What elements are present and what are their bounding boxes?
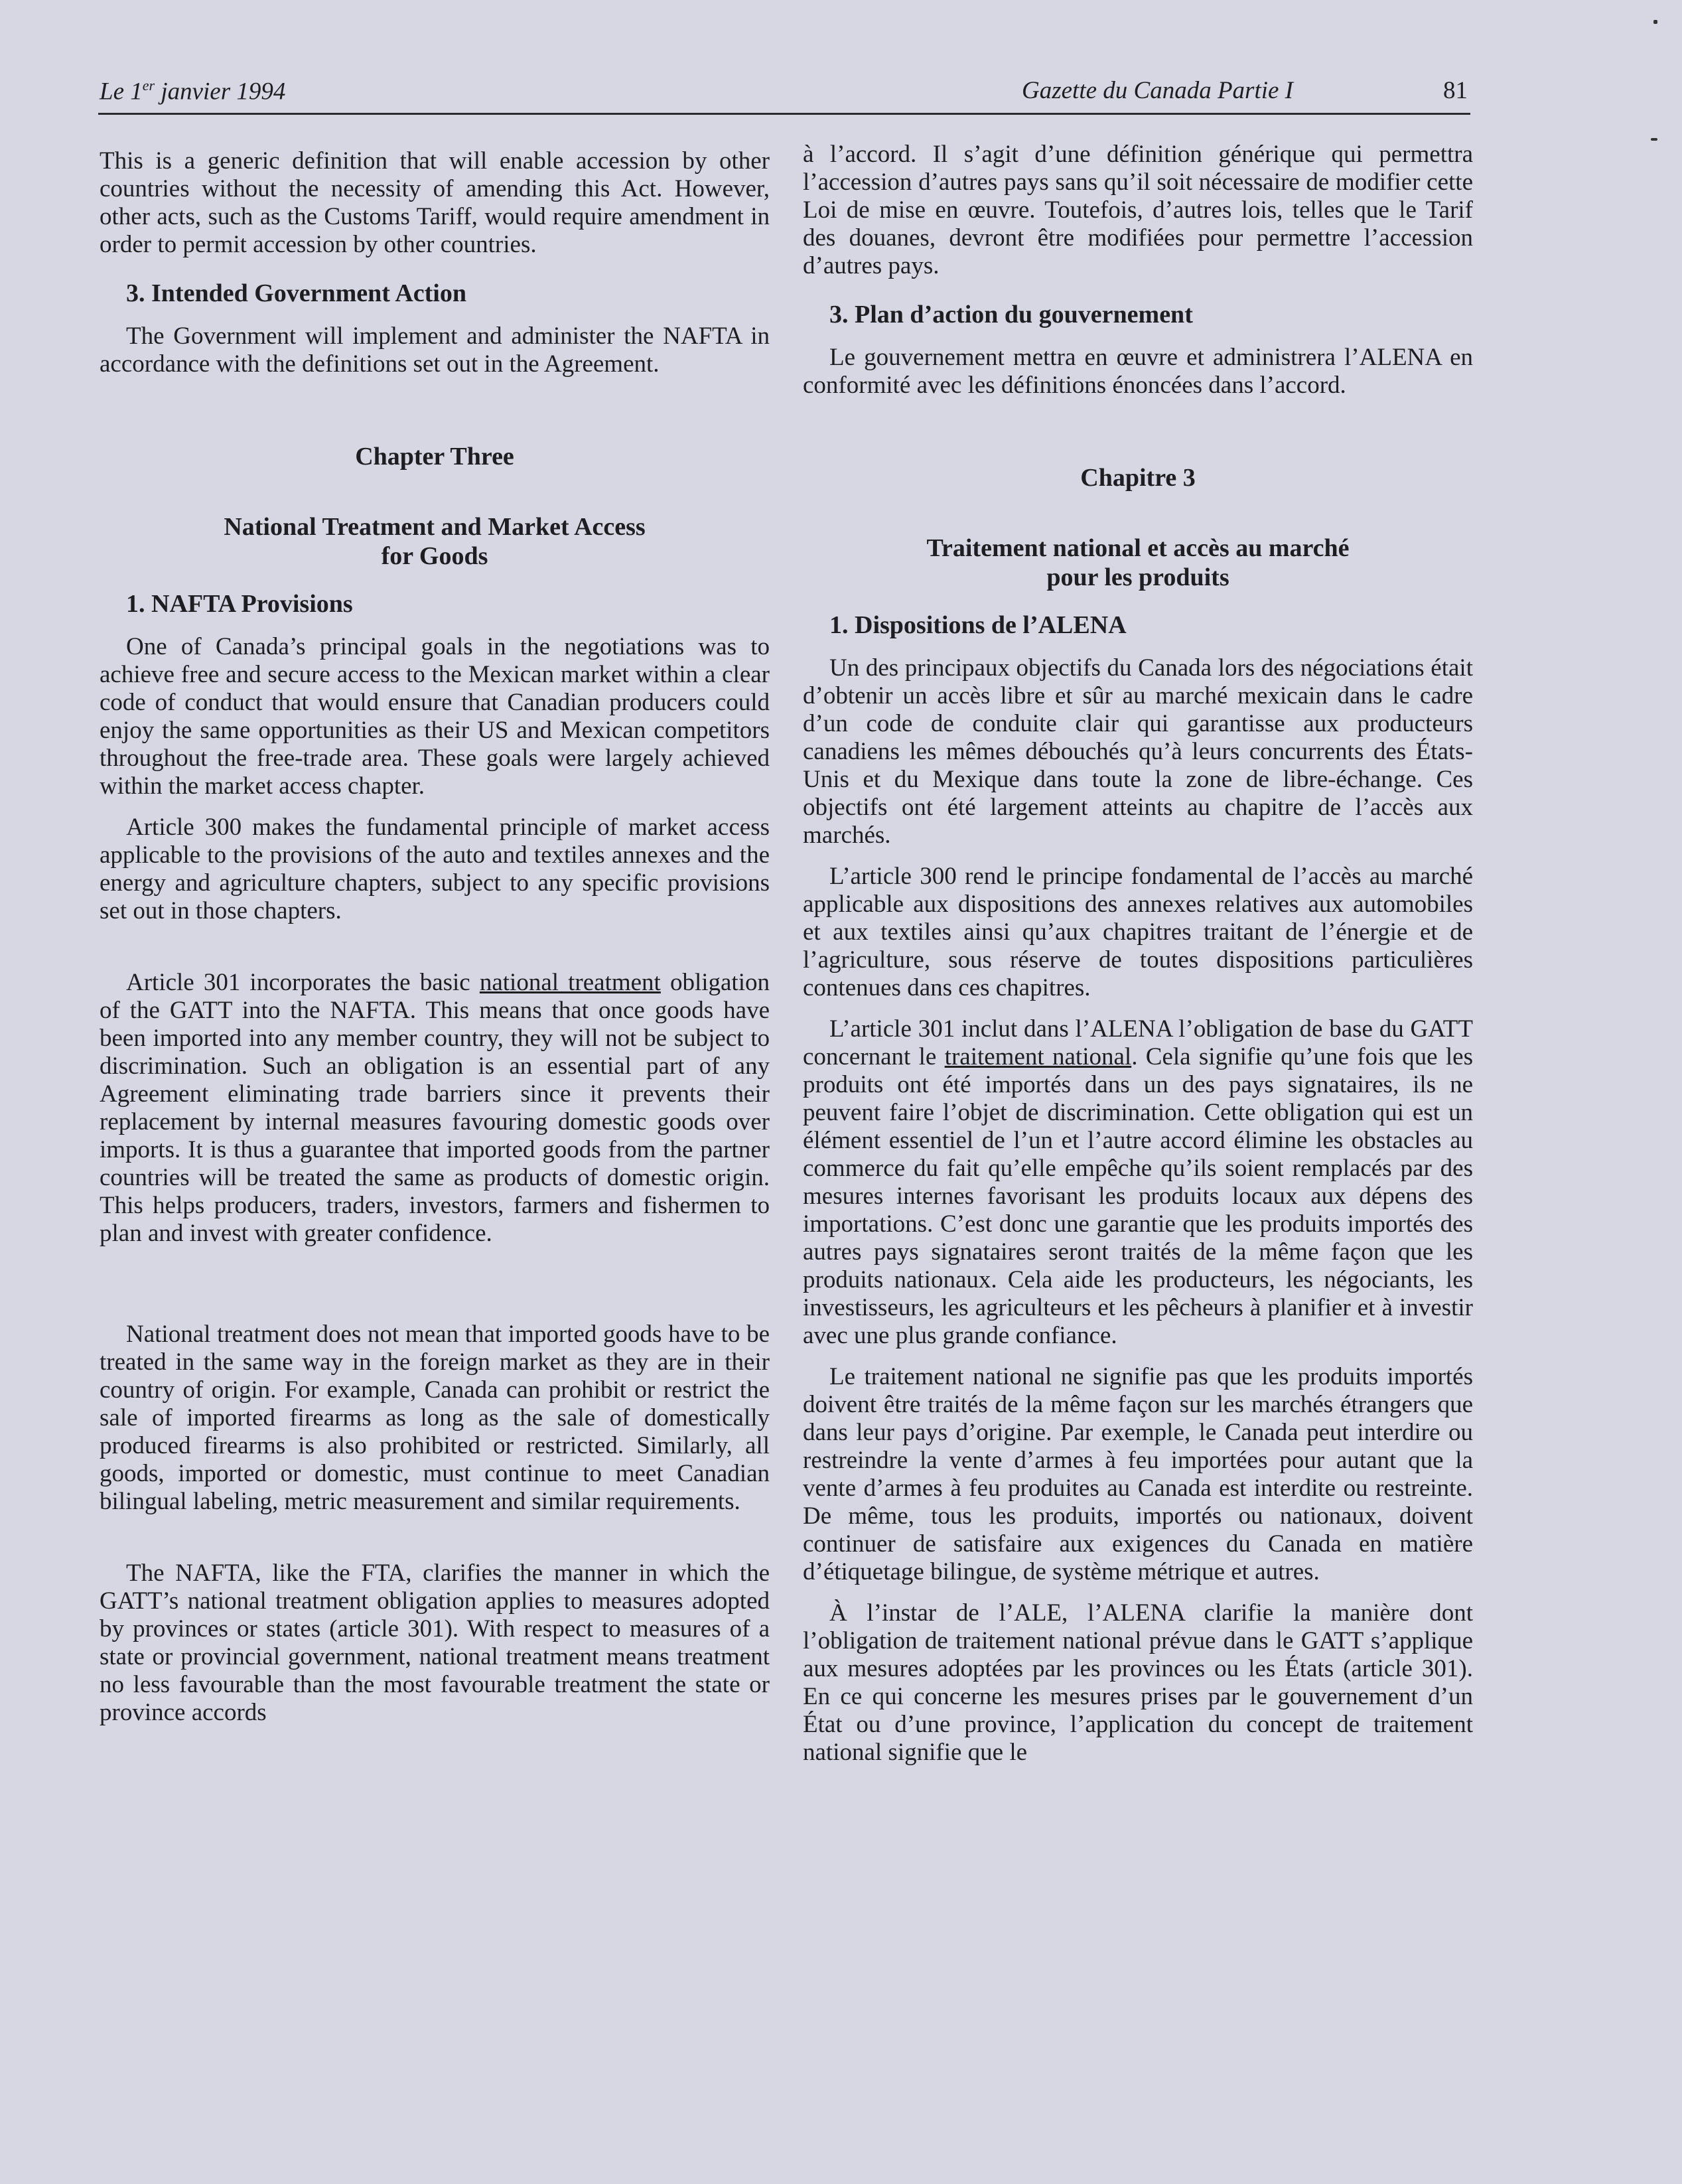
article-301-text-start: Article 301 incorporates the basic bbox=[126, 969, 480, 996]
heading-government-action: 3. Plan d’action du gouvernement bbox=[829, 301, 1193, 328]
paragraph-government-action: The Government will implement and administer the NAFTA in accordance with the definitions set out in the Agreement. bbox=[100, 323, 770, 378]
paragraph-goals: Un des principaux objectifs du Canada lors des négociations était d’obtenir un accès libre et sûr au marché mexicain dans le cadre d’un code de conduite clair qui garantisse aux producteurs canadiens les mêmes débouchés qu’à leurs concurrents des États-Unis et du Mexique dans toute la zone de libre-échange. Ces objectifs ont été largement atteints au chapitre de l’accès aux marchés. bbox=[803, 654, 1473, 849]
chapter-title: Traitement national et accès au marché pour les produits bbox=[926, 534, 1350, 591]
paragraph-intro: This is a generic definition that will enable accession by other countries without the necessity of amending this Act. However, other acts, such as the Customs Tariff, would require amendment in order to permit accession by other countries. bbox=[100, 147, 770, 258]
chapter-heading: Chapitre 3 bbox=[1080, 464, 1196, 492]
article-301-text-end: . Cela signifie qu’une fois que les produits ont été importés dans un des pays signataires, ils ne peuvent faire l’objet de discrimination. Cette obligation qui est un élément essentiel de l’un et l’autre accord élimine les obstacles au commerce du fait qu’elle empêche qu’ils soient remplacés par des mesures internes favorisant les produits locaux aux dépens des importations. C’est donc une garantie que les produits importés des autres pays signataires seront traités de la même façon que les produits nationaux. Cela aide les producteurs, les négociants, les investisseurs, les agriculteurs et les pêcheurs à planifier et à investir avec une plus grande confiance. bbox=[803, 1043, 1474, 1349]
paragraph-article-300: Article 300 makes the fundamental principle of market access applicable to the provisions of the auto and textiles annexes and the energy and agriculture chapters, subject to any specific provisions set out in those chapters. bbox=[100, 814, 770, 924]
header-date-suffix: janvier 1994 bbox=[155, 78, 286, 106]
paragraph-national-treatment: Le traitement national ne signifie pas que les produits importés doivent être traités de la même façon sur les marchés étrangers que dans leur pays d’origine. Par exemple, le Canada peut interdire ou restreindre la vente d’armes à feu importées pour autant que la vente d’armes à feu produites au Canada est interdite ou restreinte. De même, tous les produits, importés ou nationaux, doivent continuer de satisfaire aux exigences du Canada en matière d’étiquetage bilingue, de système métrique et autres. bbox=[803, 1363, 1473, 1585]
header-date-prefix: Le 1 bbox=[100, 78, 143, 106]
scan-speck bbox=[1653, 20, 1657, 24]
paragraph-goals: One of Canada’s principal goals in the negotiations was to achieve free and secure access to the Mexican market within a clear code of conduct that would ensure that Canadian producers could enjoy the same opportunities as their US and Mexican competitors throughout the free-trade area. These goals were largely achieved within the market access chapter. bbox=[100, 633, 770, 800]
article-301-text-end: obligation of the GATT into the NAFTA. This means that once goods have been imported into any member country, they will not be subject to discrimination. Such an obligation is an essential part of any Agreement eliminating trade barriers since it prevents their replacement by internal measures favouring domestic goods over imports. It is thus a guarantee that imported goods from the partner countries will be treated the same as products of domestic origin. This helps producers, traders, investors, farmers and fishermen to plan and invest with greater confidence. bbox=[100, 969, 770, 1247]
chapter-title: National Treatment and Market Access for Goods bbox=[224, 513, 646, 570]
heading-provisions: 1. Dispositions de l’ALENA bbox=[829, 611, 1127, 639]
paragraph-provinces: À l’instar de l’ALE, l’ALENA clarifie la manière dont l’obligation de traitement national prévue dans le GATT s’applique aux mesures adoptées par les provinces ou les États (article 301). En ce qui concerne les mesures prises par le gouvernement d’un État ou d’une province, l’application du concept de traitement national signifie que le bbox=[803, 1599, 1473, 1766]
header-rule bbox=[98, 113, 1470, 115]
paragraph-article-301 bbox=[100, 969, 770, 1248]
paragraph-article-301 bbox=[803, 1015, 1473, 1350]
national-treatment-term: national treatment bbox=[479, 969, 661, 996]
paragraph-intro: à l’accord. Il s’agit d’une définition générique qui permettra l’accession d’autres pays sans qu’il soit nécessaire de modifier cette Loi de mise en œuvre. Toutefois, d’autres lois, telles que le Tarif des douanes, devront être modifiées pour permettre l’accession d’autres pays. bbox=[803, 141, 1473, 279]
national-treatment-term: traitement national bbox=[944, 1043, 1132, 1070]
french-column bbox=[803, 141, 1473, 1767]
english-column bbox=[100, 147, 770, 1727]
scan-speck bbox=[1651, 138, 1657, 141]
header-date-superscript: er bbox=[142, 77, 155, 94]
heading-provisions: 1. NAFTA Provisions bbox=[126, 590, 353, 618]
page-number: 81 bbox=[1443, 77, 1468, 104]
header-date bbox=[100, 78, 285, 104]
header-publication: Gazette du Canada Partie I bbox=[1022, 77, 1294, 104]
paragraph-government-action: Le gouvernement mettra en œuvre et administrera l’ALENA en conformité avec les définitions énoncées dans l’accord. bbox=[803, 344, 1473, 399]
chapter-heading: Chapter Three bbox=[355, 443, 514, 471]
paragraph-article-300: L’article 300 rend le principe fondamental de l’accès au marché applicable aux dispositions des annexes relatives aux automobiles et aux textiles ainsi qu’aux chapitres traitant de l’énergie et de l’agriculture, sous réserve de toutes dispositions particulières contenues dans ces chapitres. bbox=[803, 863, 1473, 1001]
paragraph-national-treatment: National treatment does not mean that imported goods have to be treated in the same way in the foreign market as they are in their country of origin. For example, Canada can prohibit or restrict the sale of imported firearms as long as the sale of domestically produced firearms is also prohibited or restricted. Similarly, all goods, imported or domestic, must continue to meet Canadian bilingual labeling, metric measurement and similar requirements. bbox=[100, 1321, 770, 1515]
heading-government-action: 3. Intended Government Action bbox=[126, 279, 466, 307]
article-301-text-start: L’article 301 inclut dans l’ALENA l’obligation de base du GATT concernant le bbox=[803, 1015, 1473, 1070]
paragraph-provinces: The NAFTA, like the FTA, clarifies the manner in which the GATT’s national treatment obligation applies to measures adopted by provinces or states (article 301). With respect to measures of a state or provincial government, national treatment means treatment no less favourable than the most favourable treatment the state or province accords bbox=[100, 1560, 770, 1726]
